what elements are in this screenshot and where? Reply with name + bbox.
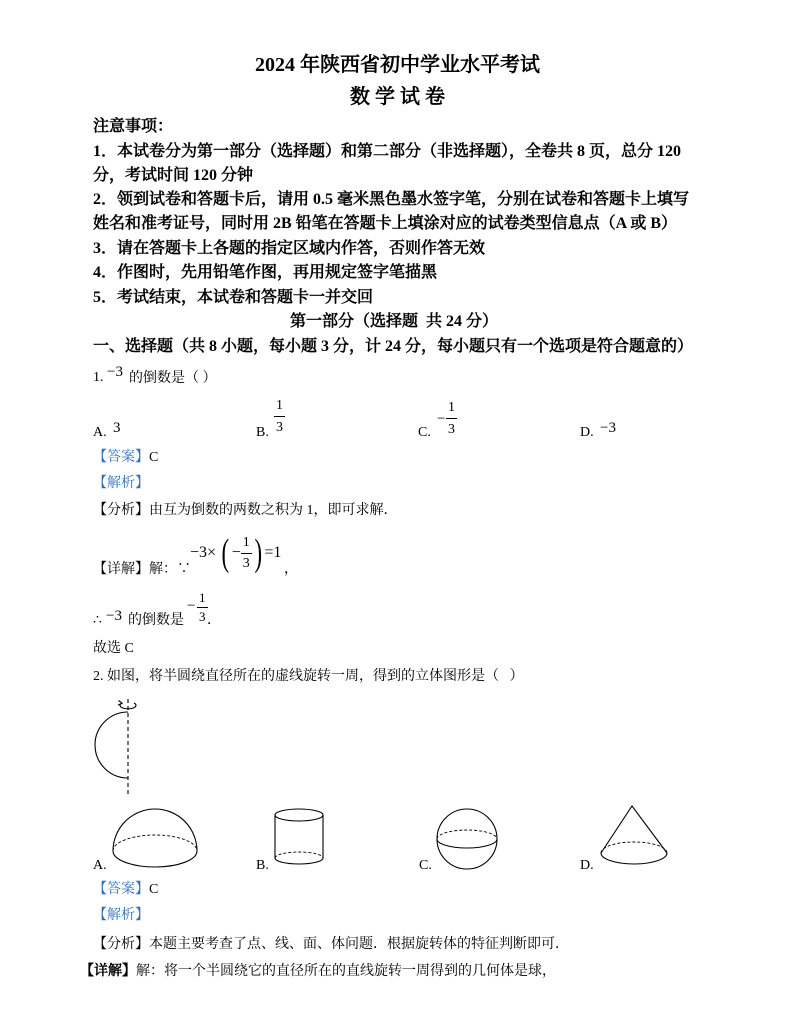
q2-answer-line [93, 881, 158, 899]
q2-option-c-shape [432, 804, 502, 874]
q2-stem: 如图，将半圆绕直径所在的虚线旋转一周，得到的立体图形是（ ） [107, 669, 524, 684]
q1-detail-line [93, 561, 191, 579]
q1-fenxi-tag: 【分析】 [93, 503, 149, 518]
hemisphere-base-front [113, 851, 197, 867]
notice-line-1: 1．本试卷分为第一部分（选择题）和第二部分（非选择题），全卷共 8 页，总分 120 [93, 143, 682, 160]
q1-detail-tag: 【详解】 [93, 562, 149, 577]
q2-fenxi-text: 本题主要考查了点、线、面、体问题．根据旋转体的特征判断即可． [149, 937, 569, 952]
sphere-equator-back [437, 830, 497, 839]
notice-line-3: 3．请在答题卡上各题的指定区域内作答，否则作答无效 [93, 240, 486, 257]
exam-subject: 数 学 试 卷 [350, 86, 445, 108]
q1-option-a-label: A. [93, 425, 107, 440]
q1-option-c-fraction [446, 397, 457, 440]
q2-option-c-label: C. [419, 858, 432, 873]
q1-number: 1. [93, 370, 104, 385]
cylinder-base-back [275, 852, 323, 858]
q2-fenxi-line [93, 936, 569, 954]
q2-option-d-shape [596, 800, 672, 870]
q1-option-c-sign: − [437, 411, 446, 427]
cone-sides [601, 806, 667, 853]
q2-number: 2. [93, 669, 104, 684]
cone-base-front [601, 853, 667, 864]
q2-option-a-shape [108, 805, 203, 873]
q1-answer: C [149, 450, 159, 465]
q1-therefore-sign: − [187, 598, 196, 614]
q1-option-c-numerator: 1 [448, 400, 455, 415]
q2-answer-tag: 【答案】 [93, 882, 149, 897]
q1-therefore-math: −3 [106, 608, 122, 624]
q1-formula-rparen: ) [254, 532, 262, 574]
notice-heading: 注意事项： [93, 118, 174, 135]
part-one-heading: 第一部分（选择题 共 24 分） [289, 313, 498, 330]
q2-option-b-shape [270, 803, 328, 869]
cylinder-base-front [275, 858, 323, 864]
q1-option-c-label: C. [418, 425, 431, 440]
q2-detail-line [80, 963, 556, 981]
q2-option-d-label: D. [580, 858, 594, 873]
q1-answer-line [93, 449, 158, 467]
q1-detail-suffix: ， [284, 562, 298, 577]
notice-line-2-cont: 姓名和准考证号，同时用 2B 铅笔在答题卡上填涂对应的试卷类型信息点（A 或 B） [93, 215, 678, 232]
q1-answer-tag: 【答案】 [93, 450, 149, 465]
q1-formula-fraction [241, 533, 252, 574]
q1-therefore-denominator: 3 [199, 609, 206, 624]
q1-therefore-symbol: ∴ [93, 613, 102, 628]
q2-semicircle-figure [85, 694, 145, 798]
hemisphere-dome [113, 809, 197, 851]
sphere-equator-front [437, 839, 497, 848]
q1-option-c-denominator: 3 [446, 418, 457, 440]
q1-formula-denominator: 3 [241, 553, 252, 574]
q1-option-b-denominator: 3 [274, 416, 285, 438]
q1-therefore-text: 的倒数是 [128, 613, 184, 628]
q1-stem: 的倒数是（ ） [129, 371, 217, 386]
hemisphere-base-back [113, 835, 197, 851]
q1-option-a-value: 3 [113, 420, 121, 436]
q1-therefore-end: ． [207, 613, 221, 628]
q1-detail-prefix: 解：∵ [149, 562, 191, 577]
semicircle-arc [95, 712, 128, 778]
q1-option-b-numerator: 1 [276, 398, 283, 413]
notice-line-4: 4．作图时，先用铅笔作图，再用规定签字笔描黑 [93, 264, 438, 281]
cylinder-top [275, 809, 323, 821]
q2-detail-text: 解：将一个半圆绕它的直径所在的直线旋转一周得到的几何体是球， [136, 964, 556, 979]
q2-analysis-tag: 【解析】 [93, 908, 149, 923]
q2-option-b-label: B. [256, 858, 269, 873]
sphere-outline [437, 809, 497, 869]
q2-stem-line [93, 668, 524, 686]
q1-option-d-label: D. [580, 425, 594, 440]
q1-fenxi-text: 由互为倒数的两数之积为 1，即可求解． [149, 503, 398, 518]
q1-option-d-value: −3 [600, 420, 616, 436]
notice-line-1-cont: 分，考试时间 120 分钟 [93, 167, 254, 184]
q1-formula [190, 532, 281, 574]
q1-therefore-fraction [197, 589, 208, 626]
q2-fenxi-tag: 【分析】 [93, 937, 149, 952]
notice-line-2: 2．领到试卷和答题卡后，请用 0.5 毫米黑色墨水签字笔，分别在试卷和答题卡上填写 [93, 191, 690, 208]
q1-formula-numerator: 1 [242, 534, 250, 550]
q1-formula-lparen: ( [221, 532, 230, 574]
cone-base-back [601, 842, 667, 853]
q1-formula-left: −3× [190, 544, 217, 561]
q1-therefore-numerator: 1 [199, 590, 206, 605]
q1-option-b-fraction [274, 395, 285, 438]
rotation-arrowhead-icon [118, 701, 122, 706]
notice-line-5: 5．考试结束，本试卷和答题卡一并交回 [93, 289, 374, 306]
section-title: 一、选择题（共 8 小题，每小题 3 分，计 24 分，每小题只有一个选项是符合题意的） [93, 338, 694, 355]
q1-math-value: −3 [107, 364, 123, 380]
exam-title: 2024 年陕西省初中学业水平考试 [255, 54, 540, 76]
q1-option-b-label: B. [256, 425, 269, 440]
q1-fenxi-line [93, 502, 398, 520]
q1-conclusion: 故选 C [93, 641, 134, 656]
q1-formula-right: =1 [264, 544, 282, 561]
q2-detail-tag: 【详解】 [80, 964, 136, 979]
q1-analysis-tag: 【解析】 [93, 476, 149, 491]
q2-option-a-label: A. [93, 858, 107, 873]
q1-formula-sign: − [231, 544, 241, 561]
q2-answer: C [149, 882, 159, 897]
